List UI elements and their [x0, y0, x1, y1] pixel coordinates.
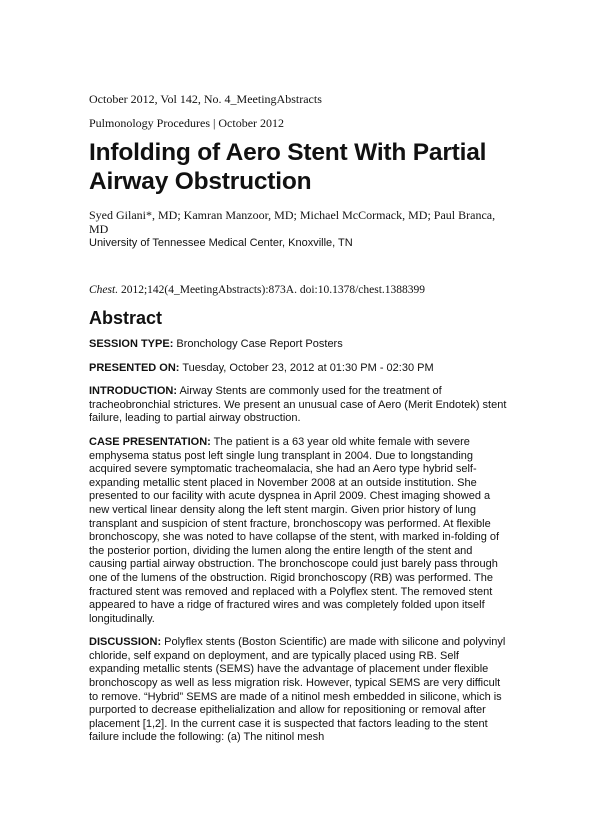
presented-on-text: Tuesday, October 23, 2012 at 01:30 PM - 02:30 PM	[179, 361, 434, 374]
section-line: Pulmonology Procedures | October 2012	[89, 116, 285, 130]
session-type-paragraph	[89, 338, 511, 352]
discussion-text: Polyflex stents (Boston Scientific) are made with silicone and polyvinyl chloride, self expand on deployment, and are typically placed using RB. Self expanding metallic stents (SEMS) have the advantage of placement under flexible bronchoscopy as well as less migration risk. However, typical SEMS are very difficult to remove. “Hybrid” SEMS are made of a nitinol mesh embedded in silicone, which is purported to decrease epithelialization and allow for repositioning or removal after placement [1,2]. In the current case it is suspected that factors leading to the stent failure include the following: (a) The nitinol mesh	[89, 636, 506, 744]
introduction-text: Airway Stents are commonly used for the treatment of tracheobronchial strictures. We present an unusual case of Aero (Merit Endotek) stent failure, leading to partial airway obstruction.	[89, 385, 507, 425]
journal-issue-line: October 2012, Vol 142, No. 4_MeetingAbstracts	[89, 92, 322, 106]
article-title: Infolding of Aero Stent With Partial Airway Obstruction	[89, 139, 487, 195]
author-list: Syed Gilani*, MD; Kamran Manzoor, MD; Michael McCormack, MD; Paul Branca, MD	[89, 208, 496, 236]
case-presentation-text: The patient is a 63 year old white female with severe emphysema status post left single lung transplant in 2004. Due to longstanding acquired severe symptomatic tracheomalacia, she had an Aero type hybrid self-expanding metallic stent placed in November 2008 at an outside institution. She presented to our facility with acute dyspnea in April 2009. Chest imaging showed a new vertical linear density along the left stent margin. Given prior history of lung transplant and suspicion of stent fracture, bronchoscopy was performed. At flexible bronchoscopy, she was noted to have collapse of the stent, with marked in-folding of the posterior portion, dividing the lumen along the entire length of the stent and causing partial airway obstruction. The bronchoscope could just barely pass through one of the lumens of the obstruction. Rigid bronchoscopy (RB) was performed. The fractured stent was removed and replaced with a Polyflex stent. The removed stent appeared to have a ridge of fractured wires and was completely folded upon itself longitudinally.	[89, 435, 500, 625]
case-presentation-label: CASE PRESENTATION:	[89, 435, 211, 448]
introduction-label: INTRODUCTION:	[89, 385, 177, 398]
session-type-text: Bronchology Case Report Posters	[173, 338, 343, 350]
discussion-paragraph	[89, 636, 511, 745]
author-affiliation: University of Tennessee Medical Center, Knoxville, TN	[89, 237, 353, 249]
citation-journal: Chest.	[89, 284, 119, 296]
presented-on-paragraph	[89, 362, 511, 376]
article-page	[89, 92, 511, 755]
abstract-heading: Abstract	[89, 308, 163, 328]
introduction-paragraph	[89, 385, 511, 426]
citation-line	[89, 283, 511, 297]
discussion-label: DISCUSSION:	[89, 636, 162, 649]
citation-details: 2012;142(4_MeetingAbstracts):873A. doi:10.1378/chest.1388399	[118, 284, 426, 296]
session-type-label: SESSION TYPE:	[89, 338, 174, 350]
case-presentation-paragraph	[89, 436, 511, 626]
presented-on-label: PRESENTED ON:	[89, 361, 180, 374]
